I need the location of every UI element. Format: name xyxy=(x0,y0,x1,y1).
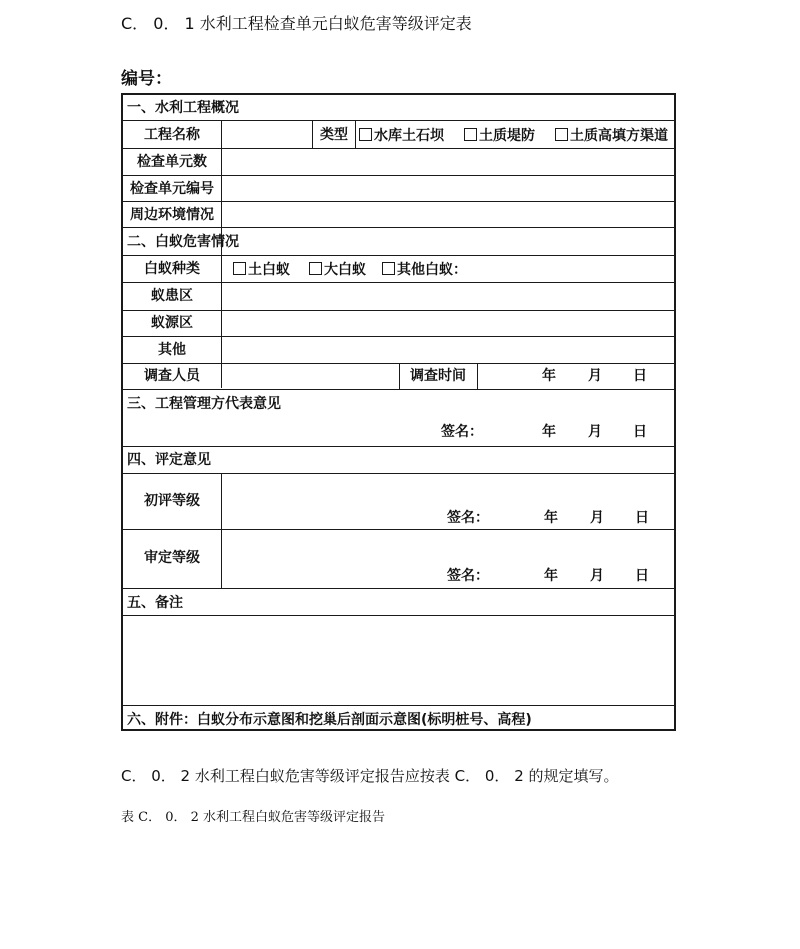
manager-date-year: 年 xyxy=(542,424,556,440)
survey-date-year: 年 xyxy=(542,368,556,384)
checkbox-icon[interactable] xyxy=(233,262,246,275)
termite-hazard-evaluation-form xyxy=(121,93,676,731)
initial-grade-label: 初评等级 xyxy=(144,493,200,509)
survey-date-month: 月 xyxy=(588,368,602,384)
review-date-day: 日 xyxy=(635,568,649,584)
unit-count-field[interactable] xyxy=(223,150,673,174)
table-caption-c02: 表 C． 0． 2 水利工程白蚁危害等级评定报告 xyxy=(121,810,386,825)
section2-title: 二、白蚁危害情况 xyxy=(127,234,239,250)
checkbox-icon[interactable] xyxy=(359,128,372,141)
section6-title: 六、附件：白蚁分布示意图和挖巢后剖面示意图(标明桩号、高程) xyxy=(127,712,532,728)
type-label: 类型 xyxy=(320,127,348,143)
survey-date-day: 日 xyxy=(633,368,647,384)
section3-title: 三、工程管理方代表意见 xyxy=(127,396,281,412)
manager-date-month: 月 xyxy=(588,424,602,440)
species-label: 白蚁种类 xyxy=(144,261,200,277)
type-option-earth-fill-canal[interactable]: 土质高填方渠道 xyxy=(555,128,668,143)
project-name-label: 工程名称 xyxy=(144,127,200,143)
investigator-label: 调查人员 xyxy=(144,368,200,384)
manager-date-day: 日 xyxy=(633,424,647,440)
manager-signature-label: 签名： xyxy=(441,424,483,440)
checkbox-icon[interactable] xyxy=(309,262,322,275)
project-name-field[interactable] xyxy=(223,122,311,147)
checkbox-icon[interactable] xyxy=(464,128,477,141)
source-area-label: 蚁源区 xyxy=(151,315,193,331)
survey-time-label: 调查时间 xyxy=(410,368,466,384)
affected-area-field[interactable] xyxy=(223,284,673,309)
species-option-other-termite[interactable]: 其他白蚁： xyxy=(382,262,467,277)
checkbox-icon[interactable] xyxy=(555,128,568,141)
paragraph-c02: C． 0． 2 水利工程白蚁危害等级评定报告应按表 C． 0． 2 的规定填写。 xyxy=(121,767,619,785)
section4-title: 四、评定意见 xyxy=(127,452,211,468)
source-area-field[interactable] xyxy=(223,312,673,335)
species-option-earth-termite[interactable]: 土白蚁 xyxy=(233,262,290,277)
other-field[interactable] xyxy=(223,338,673,362)
review-grade-label: 审定等级 xyxy=(144,550,200,566)
affected-area-label: 蚁患区 xyxy=(151,288,193,304)
initial-date-month: 月 xyxy=(590,510,604,526)
initial-signature-label: 签名： xyxy=(447,510,489,526)
type-option-earth-embankment[interactable]: 土质堤防 xyxy=(464,128,535,143)
section1-title: 一、水利工程概况 xyxy=(127,100,239,116)
environment-label: 周边环境情况 xyxy=(130,207,214,223)
serial-number-label: 编号： xyxy=(121,69,172,89)
species-option-big-termite[interactable]: 大白蚁 xyxy=(309,262,366,277)
review-date-month: 月 xyxy=(590,568,604,584)
remarks-field[interactable] xyxy=(125,617,673,704)
unit-count-label: 检查单元数 xyxy=(137,154,207,170)
unit-number-field[interactable] xyxy=(223,177,673,200)
review-signature-label: 签名： xyxy=(447,568,489,584)
type-option-reservoir-dam[interactable]: 水库土石坝 xyxy=(359,128,444,143)
section5-title: 五、备注 xyxy=(127,595,183,611)
investigator-field[interactable] xyxy=(223,365,398,388)
checkbox-icon[interactable] xyxy=(382,262,395,275)
heading-c01: C． 0． 1 水利工程检查单元白蚁危害等级评定表 xyxy=(121,14,472,33)
unit-number-label: 检查单元编号 xyxy=(130,181,214,197)
initial-date-day: 日 xyxy=(635,510,649,526)
other-label: 其他 xyxy=(158,342,186,358)
review-date-year: 年 xyxy=(544,568,558,584)
environment-field[interactable] xyxy=(223,203,673,226)
initial-date-year: 年 xyxy=(544,510,558,526)
